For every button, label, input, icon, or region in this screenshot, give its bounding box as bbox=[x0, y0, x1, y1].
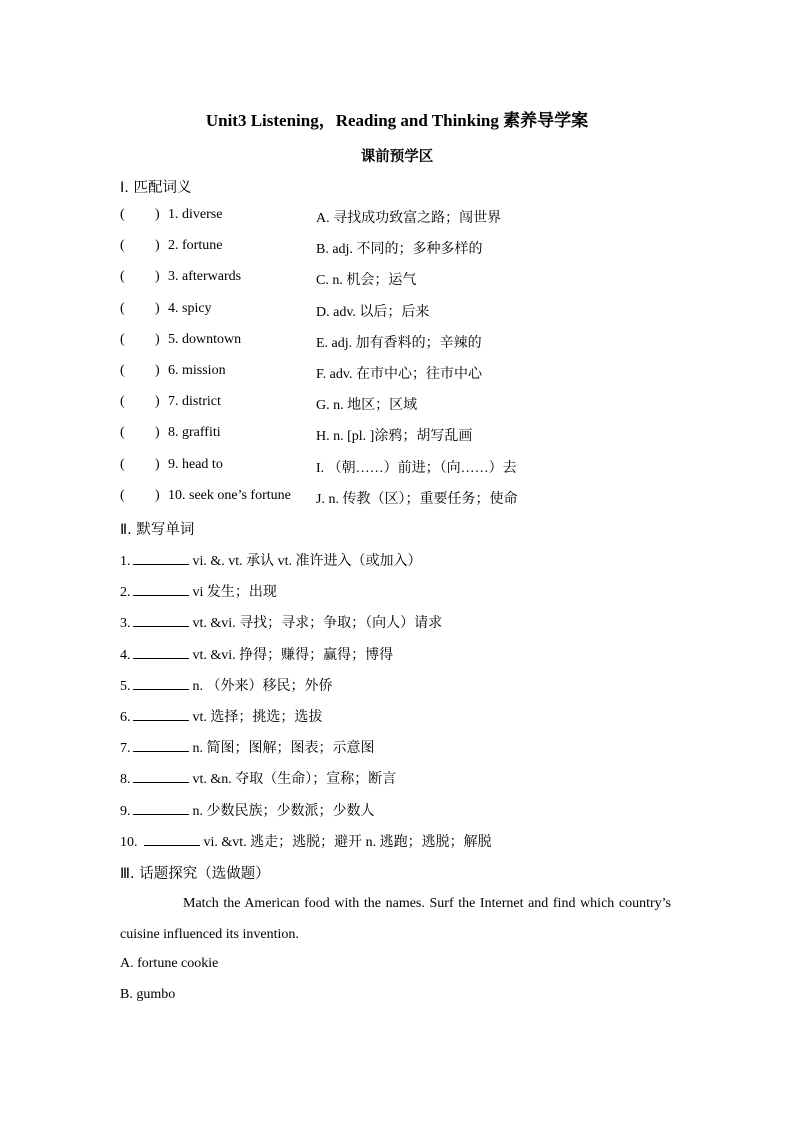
answer-blank[interactable] bbox=[133, 646, 189, 659]
item-number: 1. bbox=[120, 554, 131, 569]
fill-in-row bbox=[120, 644, 393, 664]
word-definition: n. （外来）移民；外侨 bbox=[192, 678, 333, 694]
match-word: 7. district bbox=[168, 394, 221, 410]
match-definition: E. adj. 加有香料的；辛辣的 bbox=[316, 335, 482, 351]
answer-paren-close: ) bbox=[155, 487, 160, 503]
word-definition: n. 简图；图解；图表；示意图 bbox=[192, 741, 375, 757]
match-row bbox=[120, 238, 680, 260]
word-definition: vt. &vi. 挣得；赚得；赢得；博得 bbox=[192, 647, 394, 663]
word-definition: vi. &. vt. 承认 vt. 准许进入（或加入） bbox=[192, 554, 422, 569]
fill-in-row bbox=[120, 550, 422, 570]
answer-paren-open: ( bbox=[120, 331, 125, 347]
answer-paren-open: ( bbox=[120, 363, 125, 378]
match-definition: I. （朝……）前进；（向……）去 bbox=[316, 460, 517, 476]
answer-paren-open: ( bbox=[120, 456, 125, 472]
item-number: 4. bbox=[120, 647, 131, 663]
word-definition: vi 发生；出现 bbox=[192, 585, 277, 601]
answer-blank[interactable] bbox=[133, 677, 189, 690]
match-definition: B. adj. 不同的；多种多样的 bbox=[316, 242, 483, 258]
answer-blank[interactable] bbox=[133, 552, 189, 565]
answer-paren-close: ) bbox=[155, 207, 160, 222]
answer-blank[interactable] bbox=[133, 739, 189, 752]
match-definition: D. adv. 以后；后来 bbox=[316, 304, 430, 320]
fill-in-row bbox=[120, 612, 442, 632]
answer-blank[interactable] bbox=[133, 614, 189, 627]
match-definition: F. adv. 在市中心；往市中心 bbox=[316, 367, 482, 382]
match-word: 8. graffiti bbox=[168, 425, 221, 441]
fill-in-row bbox=[120, 768, 396, 788]
word-definition: vt. &n. 夺取（生命）；宣称；断言 bbox=[192, 772, 397, 788]
answer-paren-close: ) bbox=[155, 425, 160, 441]
answer-paren-close: ) bbox=[155, 394, 160, 410]
fill-in-row bbox=[120, 581, 277, 601]
fill-in-row bbox=[120, 800, 375, 820]
match-definition: H. n. [pl. ]涂鸦；胡写乱画 bbox=[316, 429, 473, 445]
fill-in-row bbox=[120, 831, 492, 851]
section-1-heading: I. 匹配词义 bbox=[120, 180, 192, 196]
item-number: 6. bbox=[120, 710, 131, 725]
answer-paren-close: ) bbox=[155, 363, 160, 378]
match-word: 4. spicy bbox=[168, 300, 212, 316]
answer-paren-close: ) bbox=[155, 300, 160, 316]
match-row bbox=[120, 207, 680, 229]
section-3-paragraph: Match the American food with the names. Surf the Internet and find which country’s cuisine influenced its invention. bbox=[120, 896, 671, 942]
answer-paren-open: ( bbox=[120, 425, 125, 441]
item-number: 8. bbox=[120, 772, 131, 788]
section-2-heading: Ⅱ. 默写单词 bbox=[120, 522, 195, 538]
item-number: 7. bbox=[120, 741, 131, 757]
page-title: Unit3 Listening，Reading and Thinking 素养导学案 bbox=[205, 111, 589, 130]
answer-blank[interactable] bbox=[133, 708, 189, 721]
answer-paren-open: ( bbox=[120, 487, 125, 503]
fill-in-row bbox=[120, 737, 375, 757]
match-word: 10. seek one’s fortune bbox=[168, 487, 291, 503]
match-row bbox=[120, 363, 680, 385]
option-b: B. gumbo bbox=[120, 987, 176, 1002]
match-row bbox=[120, 488, 680, 510]
answer-paren-close: ) bbox=[155, 456, 160, 472]
option-a: A. fortune cookie bbox=[120, 956, 219, 971]
item-number: 5. bbox=[120, 678, 131, 694]
page-subtitle: 课前预学区 bbox=[360, 148, 434, 165]
match-word: 5. downtown bbox=[168, 331, 242, 347]
answer-blank[interactable] bbox=[133, 583, 189, 596]
answer-paren-open: ( bbox=[120, 238, 125, 254]
answer-paren-open: ( bbox=[120, 300, 125, 316]
word-definition: n. 少数民族；少数派；少数人 bbox=[192, 803, 375, 819]
word-definition: vt. 选择；挑选；选拔 bbox=[192, 710, 323, 725]
match-row bbox=[120, 425, 680, 447]
match-definition: G. n. 地区；区域 bbox=[316, 398, 418, 414]
answer-paren-close: ) bbox=[155, 331, 160, 347]
match-word: 2. fortune bbox=[168, 238, 223, 254]
match-word: 1. diverse bbox=[168, 207, 223, 222]
answer-blank[interactable] bbox=[133, 802, 189, 815]
match-word: 6. mission bbox=[168, 363, 226, 378]
answer-blank[interactable] bbox=[144, 833, 200, 846]
match-definition: J. n. 传教（区）；重要任务；使命 bbox=[316, 491, 518, 507]
match-word: 9. head to bbox=[168, 456, 223, 472]
answer-blank[interactable] bbox=[133, 770, 189, 783]
match-row bbox=[120, 269, 680, 291]
word-definition: vi. &vt. 逃走；逃脱；避开 n. 逃跑；逃脱；解脱 bbox=[203, 834, 492, 850]
match-row bbox=[120, 457, 680, 479]
item-number: 3. bbox=[120, 616, 131, 632]
match-row bbox=[120, 332, 680, 354]
item-number: 10. bbox=[120, 834, 138, 850]
match-row bbox=[120, 394, 680, 416]
item-number: 9. bbox=[120, 803, 131, 819]
answer-paren-open: ( bbox=[120, 394, 125, 410]
answer-paren-open: ( bbox=[120, 269, 125, 285]
fill-in-row bbox=[120, 675, 333, 695]
section-3-heading: Ⅲ. 话题探究（选做题） bbox=[120, 866, 270, 882]
match-row bbox=[120, 301, 680, 323]
answer-paren-close: ) bbox=[155, 269, 160, 285]
item-number: 2. bbox=[120, 585, 131, 601]
word-definition: vt. &vi. 寻找；寻求；争取；（向人）请求 bbox=[192, 616, 443, 632]
fill-in-row bbox=[120, 706, 322, 726]
match-definition: C. n. 机会；运气 bbox=[316, 273, 417, 289]
answer-paren-close: ) bbox=[155, 238, 160, 254]
answer-paren-open: ( bbox=[120, 207, 125, 222]
match-word: 3. afterwards bbox=[168, 269, 242, 285]
match-definition: A. 寻找成功致富之路；闯世界 bbox=[316, 211, 502, 226]
